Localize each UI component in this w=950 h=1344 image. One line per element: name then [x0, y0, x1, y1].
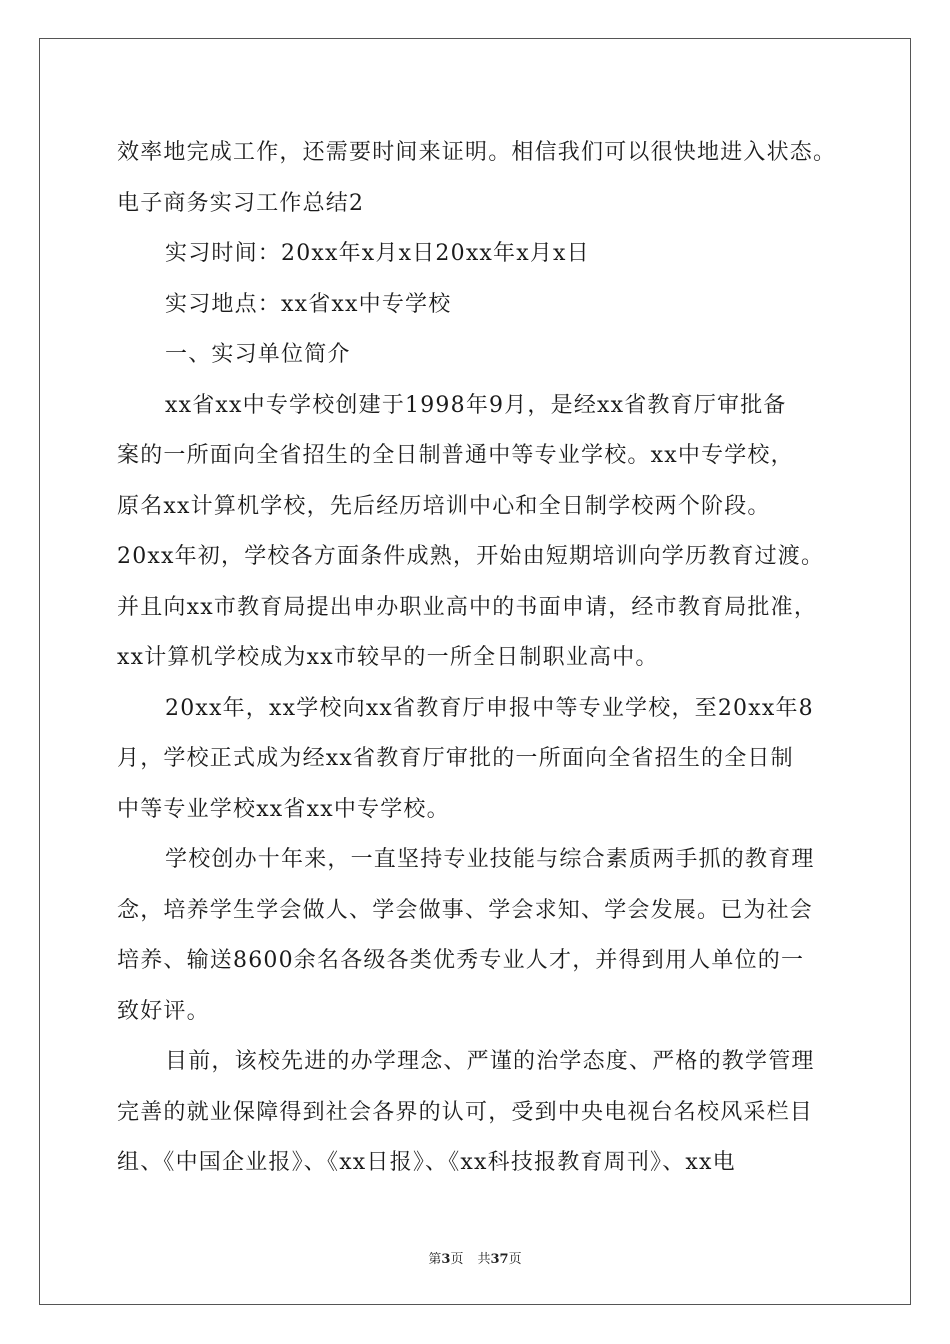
text-line: 目前，该校先进的办学理念、严谨的治学态度、严格的教学管理 — [165, 1049, 815, 1074]
page-suffix: 页 — [450, 1252, 464, 1267]
text-line: 组、《中国企业报》、《xx日报》、《xx科技报教育周刊》、xx电 — [117, 1150, 736, 1175]
text-line: 并且向xx市教育局提出申办职业高中的书面申请，经市教育局批准， — [117, 594, 818, 620]
text-line: 月，学校正式成为经xx省教育厅审批的一所面向全省招生的全日制 — [117, 746, 794, 771]
page-prefix: 第 — [428, 1252, 442, 1267]
text-line: 致好评。 — [117, 998, 210, 1024]
text-line: 中等专业学校xx省xx中专学校。 — [117, 796, 450, 822]
text-line: 学校创办十年来，一直坚持专业技能与综合素质两手抓的教育理 — [165, 847, 815, 872]
text-line: xx省xx中专学校创建于1998年9月，是经xx省教育厅审批备 — [165, 392, 787, 418]
text-line: 案的一所面向全省招生的全日制普通中等专业学校。xx中专学校， — [117, 443, 794, 468]
section-heading: 电子商务实习工作总结2 — [117, 190, 365, 216]
text-line: 20xx年，xx学校向xx省教育厅申报中等专业学校，至20xx年8 — [165, 695, 814, 721]
text-line: xx计算机学校成为xx市较早的一所全日制职业高中。 — [117, 645, 659, 670]
text-line: 培养、输送8600余名各级各类优秀专业人才，并得到用人单位的一 — [117, 948, 805, 973]
text-line: 念，培养学生学会做人、学会做事、学会求知、学会发展。已为社会 — [117, 897, 814, 923]
total-prefix: 共 — [477, 1252, 491, 1267]
total-suffix: 页 — [508, 1252, 522, 1267]
text-line: 实习地点：xx省xx中专学校 — [165, 291, 452, 317]
total-page-count: 37 — [490, 1252, 509, 1267]
document-body — [117, 128, 837, 1189]
text-line: 原名xx计算机学校，先后经历培训中心和全日制学校两个阶段。 — [117, 493, 771, 519]
text-line: 实习时间：20xx年x月x日20xx年x月x日 — [165, 241, 590, 266]
text-line: 完善的就业保障得到社会各界的认可，受到中央电视台名校风采栏目 — [117, 1099, 814, 1125]
page-footer — [0, 1248, 950, 1267]
text-line: 效率地完成工作，还需要时间来证明。相信我们可以很快地进入状态。 — [117, 140, 837, 165]
subsection-heading: 一、实习单位简介 — [165, 342, 351, 367]
current-page-number: 3 — [441, 1252, 451, 1267]
text-line: 20xx年初，学校各方面条件成熟，开始由短期培训向学历教育过渡。 — [117, 544, 825, 569]
